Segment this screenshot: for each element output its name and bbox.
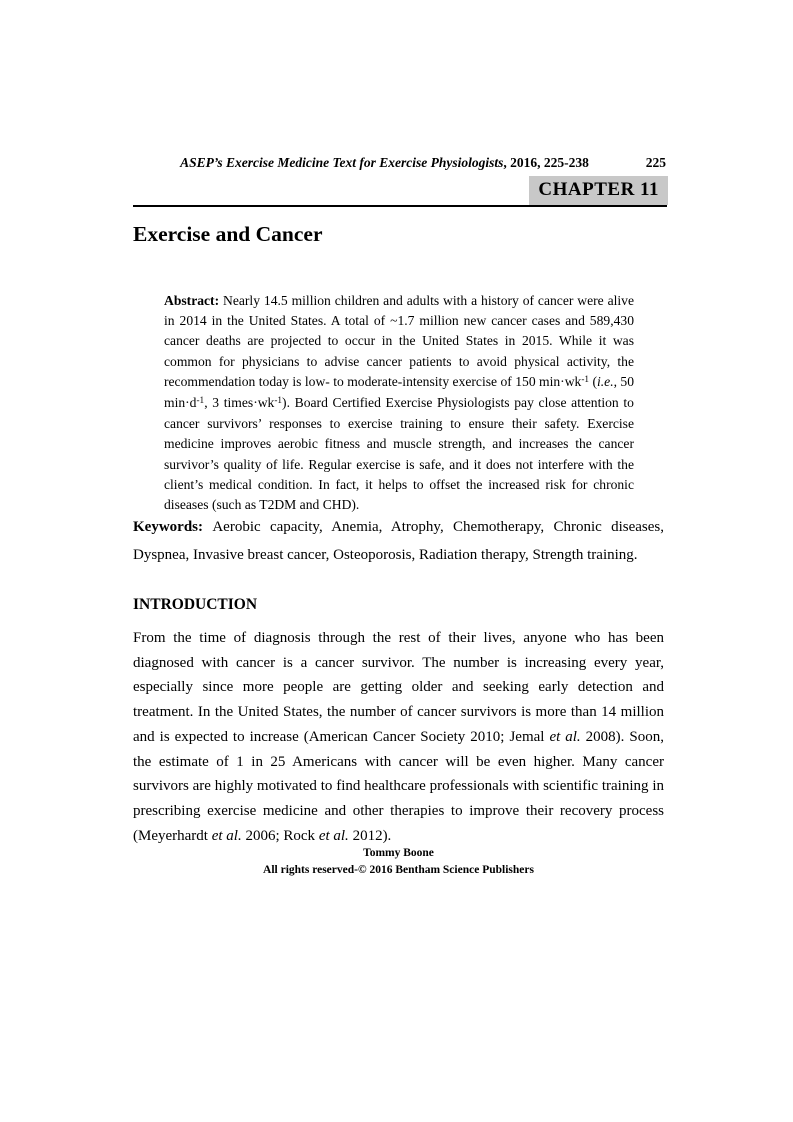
abstract-paragraph: Abstract: Nearly 14.5 million children and adults with a history of cancer were alive in 2014 in the United States. A total of ~1.7 million new cancer cases and 589,430 cancer deaths are projected to occur in the United States in 2015. While it was common for physicians to advise cancer patients to avoid physical activity, the recommendation today is low- to moderate-intensity exercise of 150 $\min\cdot wk^{-1}$ (i.e., 50 $\min\cdot d^{-1}$, 3 $times\cdot wk^{-1}$). Board Certified Exercise Physiologists pay close attention to cancer survivors’ responses to exercise training to ensure their safety. Exercise medicine improves aerobic fitness and muscle strength, and increases the cancer survivor’s quality of life. Regular exercise is safe, and it does not interfere with the client’s medical condition. In fact, it helps to offset the increased risk for chronic diseases (such as T2DM and CHD). xyxy=(164,293,635,513)
footer-rights: All rights reserved-© 2016 Bentham Science Publishers xyxy=(263,864,534,876)
section-heading-introduction: INTRODUCTION xyxy=(133,596,258,613)
keywords-paragraph: Keywords: Aerobic capacity, Anemia, Atrophy, Chemotherapy, Chronic diseases, Dyspnea, Invasive breast cancer, Osteoporosis, Radiation therapy, Strength training. xyxy=(133,519,664,563)
chapter-title: Exercise and Cancer xyxy=(133,222,323,246)
introduction-paragraph: From the time of diagnosis through the rest of their lives, anyone who has been diagnosed with cancer is a cancer survivor. The number is increasing every year, especially since more people are getting older and seeking early detection and treatment. In the United States, the number of cancer survivors is more than 14 million and is expected to increase (American Cancer Society 2010; Jemal et al. 2008). Soon, the estimate of 1 in 25 Americans with cancer will be even higher. Many cancer survivors are highly motivated to find healthcare professionals with scientific training in prescribing exercise medicine and other therapies to improve their recovery process (Meyerhardt et al. 2006; Rock et al. 2012). xyxy=(133,630,664,844)
running-header-text xyxy=(133,155,666,171)
header-rule xyxy=(133,205,667,207)
chapter-badge: CHAPTER 11 xyxy=(529,176,668,205)
footer-author: Tommy Boone xyxy=(363,847,434,859)
running-header-journal: ASEP’s Exercise Medicine Text for Exercise Physiologists xyxy=(180,155,504,170)
running-header-suffix: , 2016, 225-238 xyxy=(503,155,589,170)
page-number: 225 xyxy=(645,155,666,170)
running-header xyxy=(133,155,666,171)
page-footer xyxy=(133,845,664,879)
